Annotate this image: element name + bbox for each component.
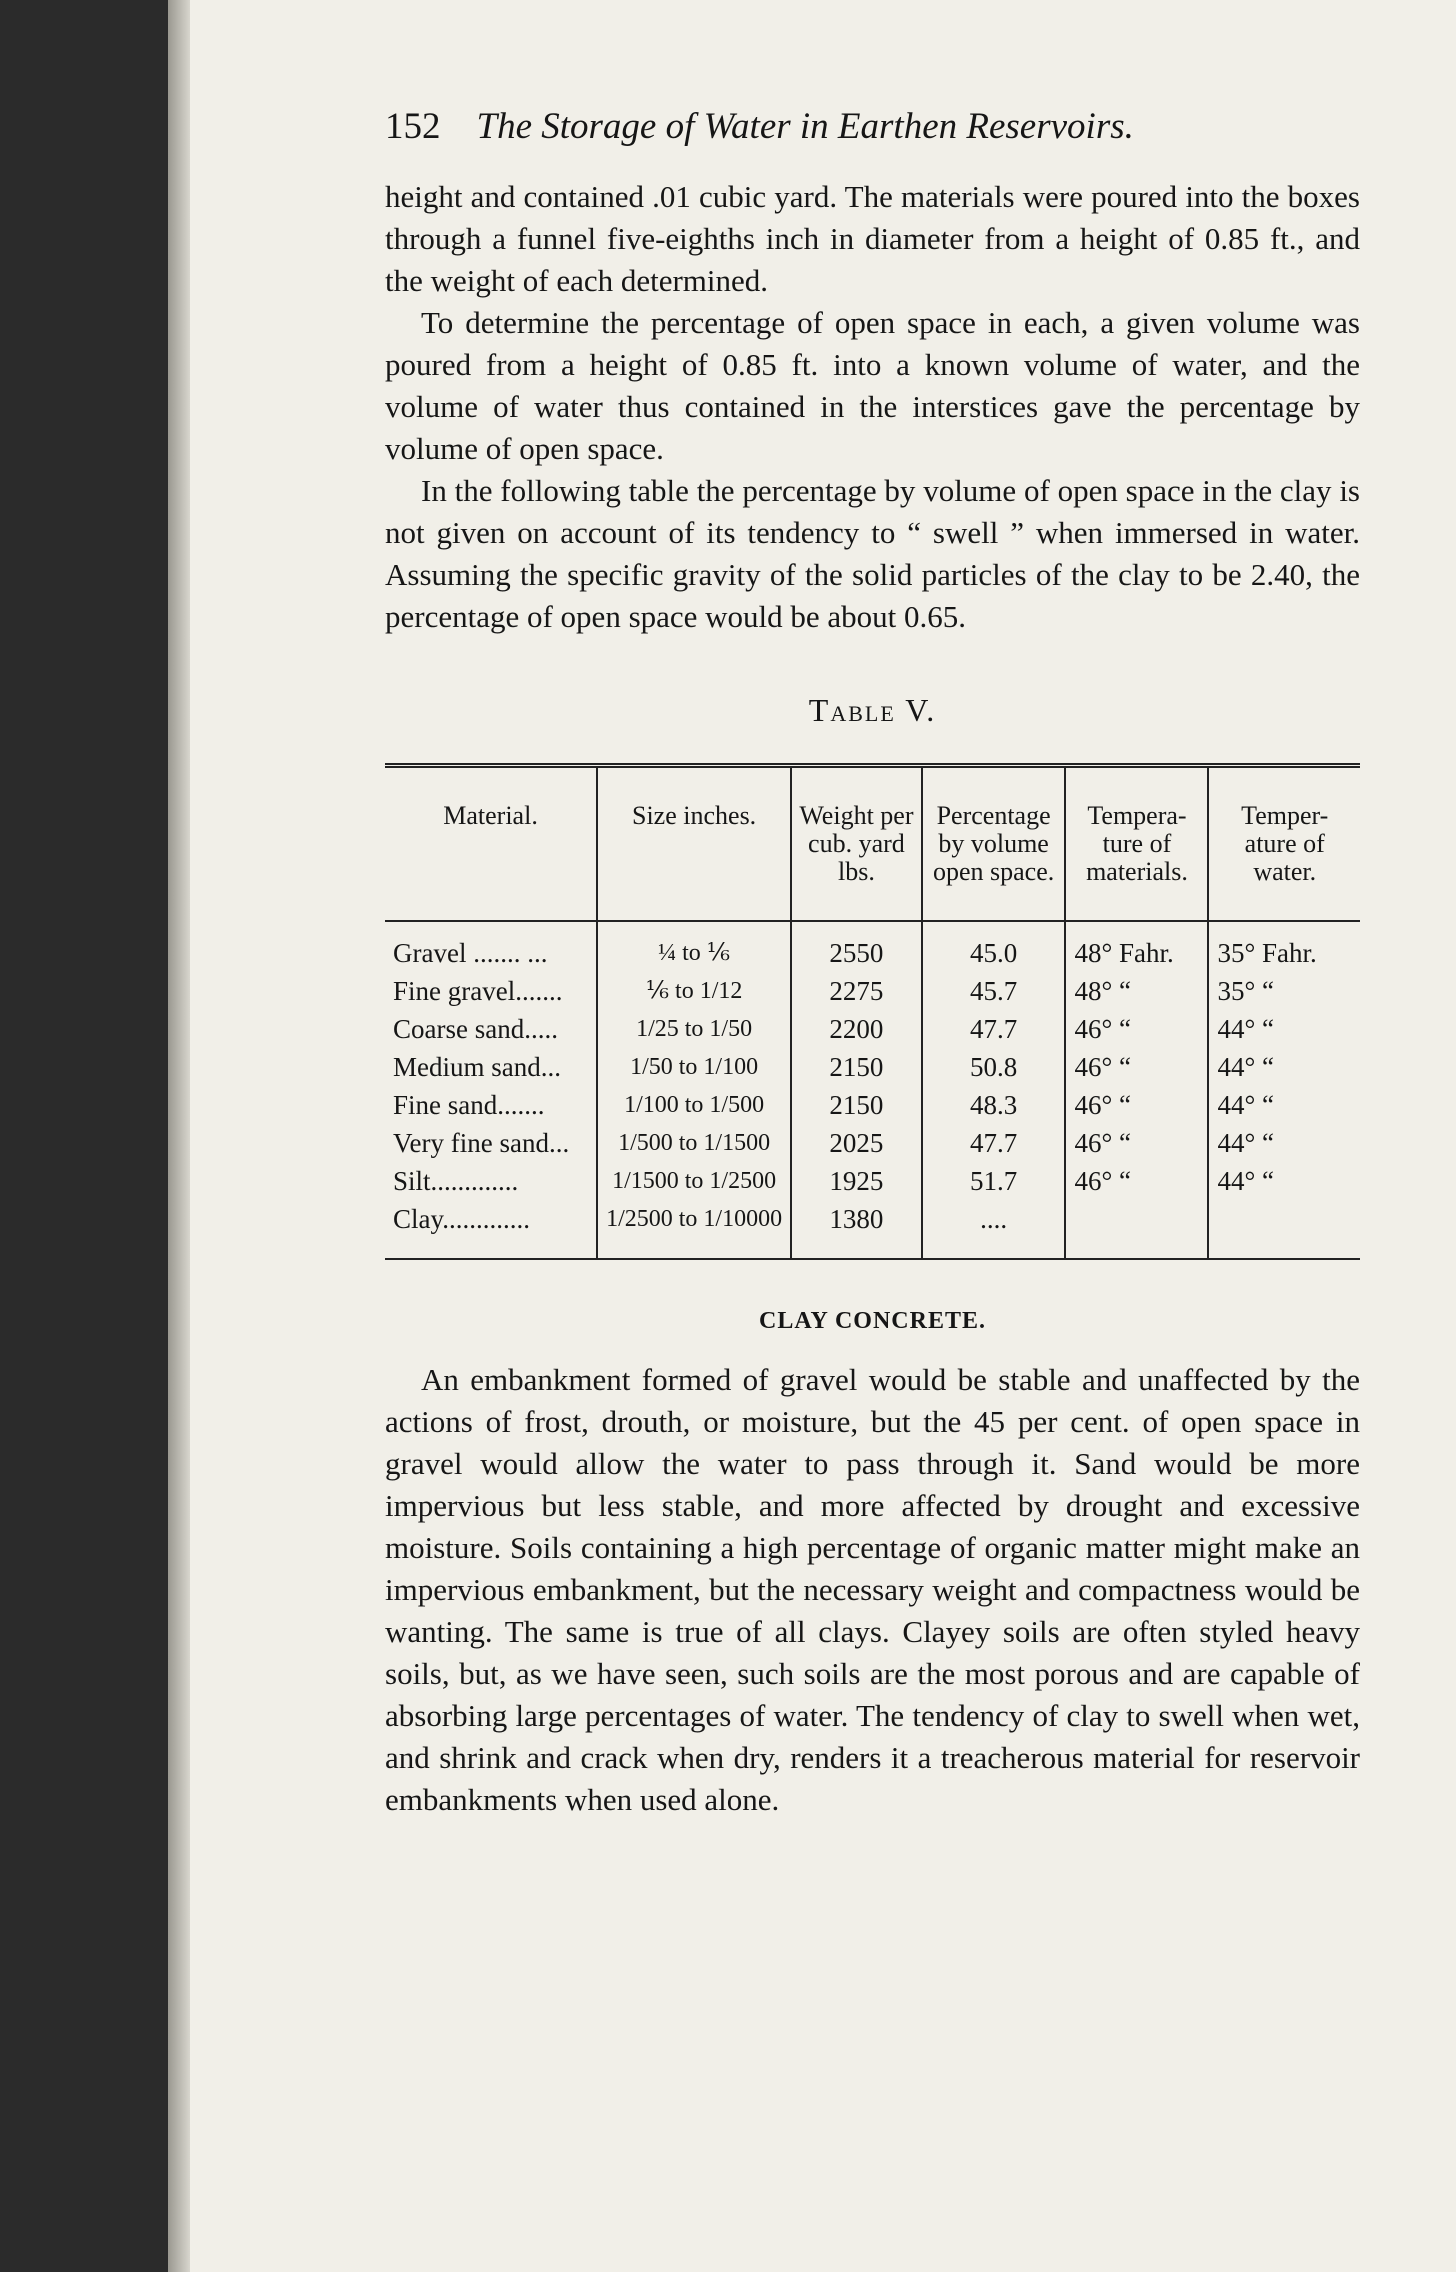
col-header-weight: Weight per cub. yard lbs. (791, 766, 922, 922)
cell-percentage: 50.8 (922, 1048, 1066, 1086)
table-row (385, 1162, 1360, 1200)
section-paragraph: An embankment formed of gravel would be stable and unaffected by the actions of frost, drouth, or moisture, but the 45 per cent. of open space in gravel would allow the water to pass through it. Sand would be more impervious but less stable, and more affected by drought and excessive moisture. Soils containing a high percentage of organic matter might make an impervious embankment, but the necessary weight and compactness would be wanting. The same is true of all clays. Clayey soils are often styled heavy soils, but, as we have seen, such soils are the most porous and are capable of absorbing large percentages of water. The tendency of clay to swell when wet, and shrink and crack when dry, renders it a treacherous material for reservoir embankments when used alone. (385, 1362, 1360, 1817)
cell-weight: 2150 (791, 1086, 922, 1124)
col-header-size: Size inches. (597, 766, 791, 922)
cell-weight: 2150 (791, 1048, 922, 1086)
cell-material: Gravel ....... ... (393, 938, 548, 968)
cell-material: Clay............. (393, 1204, 530, 1234)
table-row (385, 1010, 1360, 1048)
cell-temp-materials: 46° “ (1065, 1086, 1208, 1124)
col-header-percentage: Percentage by volume open space. (922, 766, 1066, 922)
table-row (385, 1048, 1360, 1086)
cell-temp-water: 44° “ (1208, 1010, 1360, 1048)
table-title: Table V. (808, 692, 937, 728)
cell-percentage: 48.3 (922, 1086, 1066, 1124)
running-head (385, 105, 1360, 148)
cell-percentage: 47.7 (922, 1010, 1066, 1048)
cell-temp-materials: 48° Fahr. (1065, 921, 1208, 972)
cell-percentage: 51.7 (922, 1162, 1066, 1200)
cell-material: Silt............. (393, 1166, 519, 1196)
cell-size: 1/100 to 1/500 (597, 1086, 791, 1124)
page-content (385, 105, 1360, 1821)
data-table (385, 763, 1360, 1260)
cell-material: Fine gravel....... (393, 976, 563, 1006)
cell-size: 1/1500 to 1/2500 (597, 1162, 791, 1200)
table-row (385, 1124, 1360, 1162)
cell-material: Very fine sand... (393, 1128, 570, 1158)
table-row (385, 921, 1360, 972)
cell-percentage: 45.0 (922, 921, 1066, 972)
cell-weight: 2200 (791, 1010, 922, 1048)
cell-percentage: .... (922, 1200, 1066, 1259)
table-row (385, 972, 1360, 1010)
section-heading: CLAY CONCRETE. (759, 1308, 986, 1334)
cell-temp-materials: 46° “ (1065, 1010, 1208, 1048)
cell-percentage: 45.7 (922, 972, 1066, 1010)
table-header-row (385, 766, 1360, 922)
cell-temp-materials (1065, 1200, 1208, 1259)
cell-size: 1/25 to 1/50 (597, 1010, 791, 1048)
paragraph-1: height and contained .01 cubic yard. The materials were poured into the boxes through a funnel five-eighths inch in diameter from a height of 0.85 ft., and the weight of each determined. (385, 179, 1360, 298)
cell-size: 1/500 to 1/1500 (597, 1124, 791, 1162)
cell-material: Medium sand... (393, 1052, 561, 1082)
table-row (385, 1086, 1360, 1124)
cell-size: 1/2500 to 1/10000 (597, 1200, 791, 1259)
cell-temp-water: 35° “ (1208, 972, 1360, 1010)
cell-temp-materials: 46° “ (1065, 1048, 1208, 1086)
page-number: 152 (385, 106, 441, 147)
cell-size: ⅙ to 1/12 (597, 972, 791, 1010)
cell-weight: 2550 (791, 921, 922, 972)
cell-material: Fine sand....... (393, 1090, 545, 1120)
cell-temp-materials: 48° “ (1065, 972, 1208, 1010)
cell-temp-materials: 46° “ (1065, 1162, 1208, 1200)
table-row (385, 1200, 1360, 1259)
cell-temp-water: 44° “ (1208, 1162, 1360, 1200)
page-gutter (168, 0, 190, 2272)
cell-size: ¼ to ⅙ (597, 921, 791, 972)
paragraph-2: To determine the percentage of open space in each, a given volume was poured from a height of 0.85 ft. into a known volume of water, and the volume of water thus contained in the interstices gave the percentage by volume of open space. (385, 305, 1360, 466)
cell-temp-water (1208, 1200, 1360, 1259)
cell-size: 1/50 to 1/100 (597, 1048, 791, 1086)
cell-temp-materials: 46° “ (1065, 1124, 1208, 1162)
cell-temp-water: 44° “ (1208, 1124, 1360, 1162)
cell-temp-water: 44° “ (1208, 1086, 1360, 1124)
col-header-material: Material. (385, 766, 597, 922)
cell-material: Coarse sand..... (393, 1014, 558, 1044)
cell-percentage: 47.7 (922, 1124, 1066, 1162)
paragraph-3: In the following table the percentage by volume of open space in the clay is not given on account of its tendency to “ swell ” when immersed in water. Assuming the specific gravity of the solid particles of the clay to be 2.40, the percentage of open space would be about 0.65. (385, 473, 1360, 634)
cell-temp-water: 44° “ (1208, 1048, 1360, 1086)
col-header-temp-water: Temper- ature of water. (1208, 766, 1360, 922)
cell-weight: 2275 (791, 972, 922, 1010)
col-header-temp-materials: Tempera- ture of materials. (1065, 766, 1208, 922)
cell-weight: 2025 (791, 1124, 922, 1162)
cell-weight: 1925 (791, 1162, 922, 1200)
cell-temp-water: 35° Fahr. (1208, 921, 1360, 972)
cell-weight: 1380 (791, 1200, 922, 1259)
running-title: The Storage of Water in Earthen Reservoirs. (476, 106, 1134, 147)
